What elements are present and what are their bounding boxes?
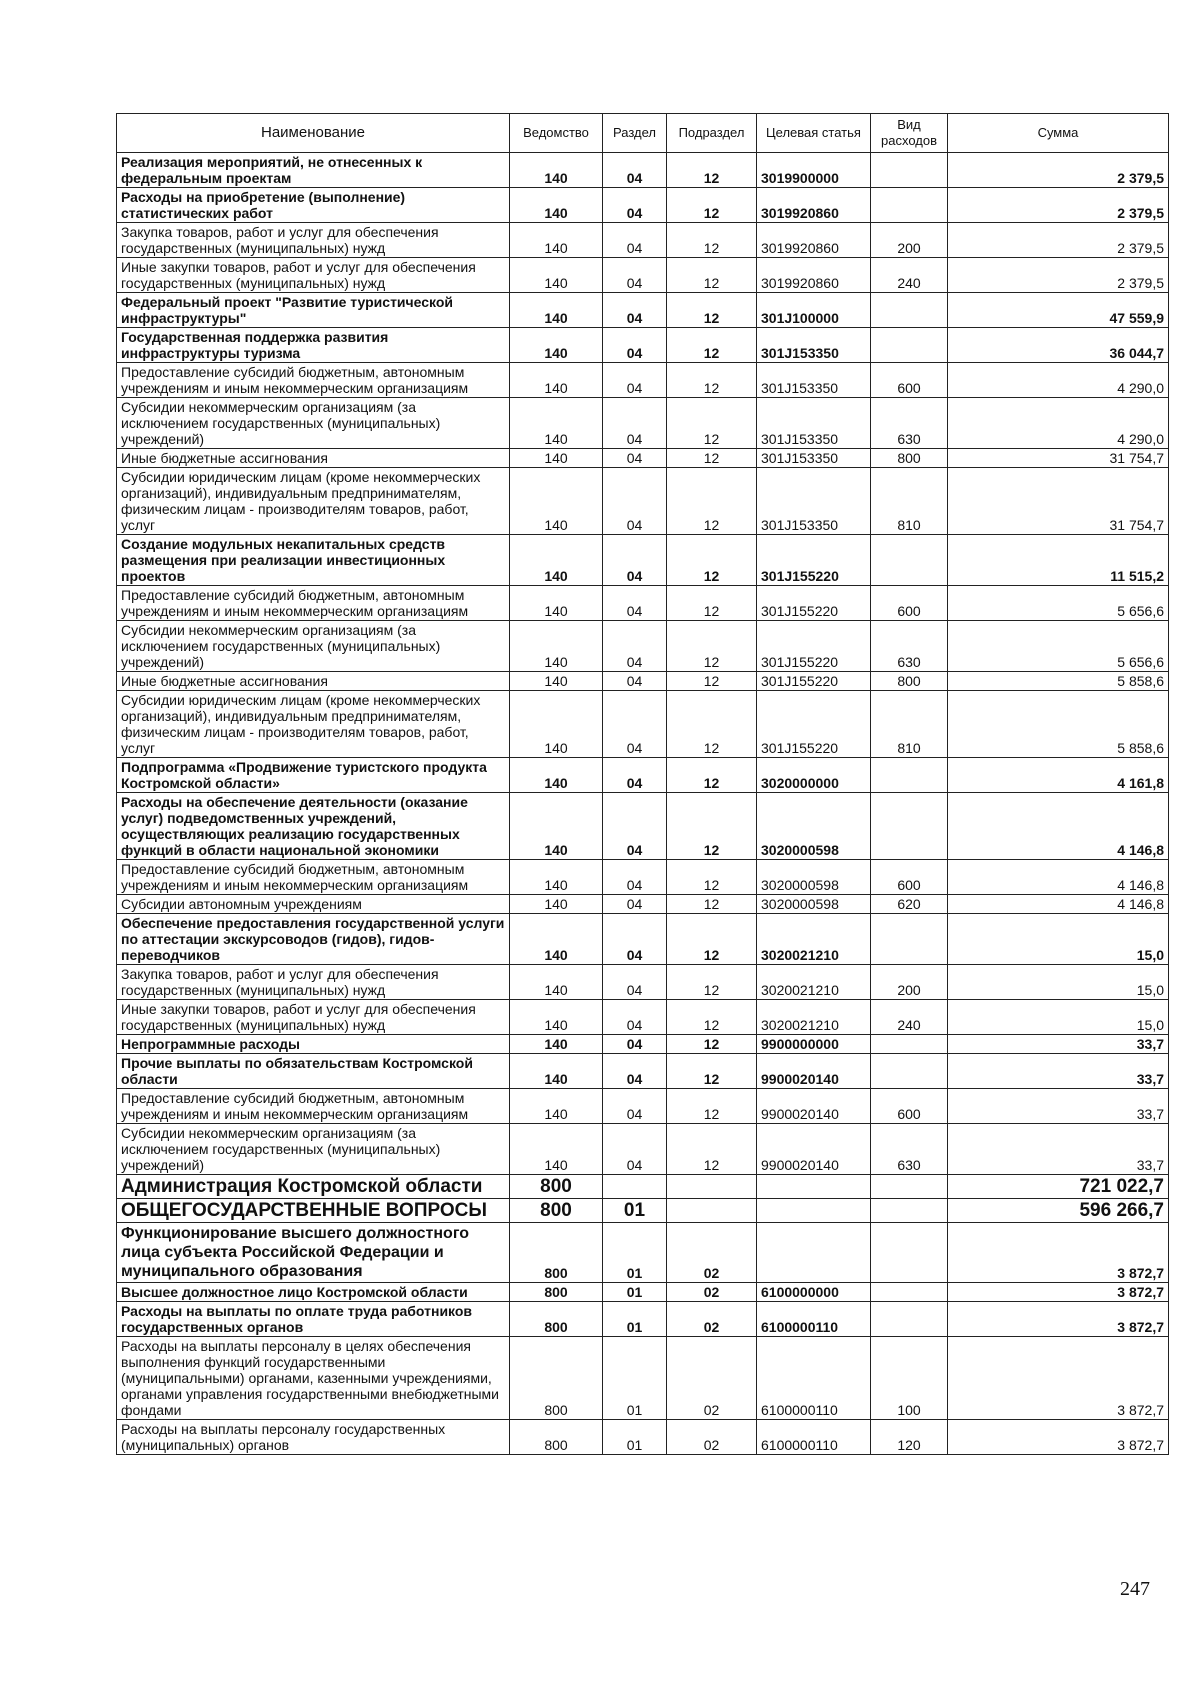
row-subsection: 12	[667, 965, 757, 1000]
row-subsection: 12	[667, 1124, 757, 1175]
row-expense-type: 600	[871, 860, 948, 895]
document-page	[116, 113, 1168, 1455]
row-amount: 5 858,6	[948, 672, 1169, 691]
row-target: 3020000598	[757, 793, 871, 860]
row-subsection: 12	[667, 672, 757, 691]
row-dept: 140	[510, 965, 603, 1000]
row-name: Расходы на обеспечение деятельности (оказание услуг) подведомственных учреждений, осуществляющих реализацию государственных функций в области национальной экономики	[117, 793, 510, 860]
table-header-row	[117, 114, 1169, 153]
row-dept: 140	[510, 1089, 603, 1124]
row-expense-type: 630	[871, 398, 948, 449]
row-target: 3020000598	[757, 860, 871, 895]
row-target: 3019900000	[757, 153, 871, 188]
row-name: Закупка товаров, работ и услуг для обеспечения государственных (муниципальных) нужд	[117, 223, 510, 258]
row-subsection: 12	[667, 1000, 757, 1035]
row-name: Высшее должностное лицо Костромской области	[117, 1283, 510, 1302]
row-expense-type: 620	[871, 895, 948, 914]
table-row	[117, 672, 1169, 691]
row-expense-type	[871, 1283, 948, 1302]
row-dept: 140	[510, 758, 603, 793]
row-subsection: 02	[667, 1283, 757, 1302]
row-amount: 4 146,8	[948, 895, 1169, 914]
row-amount: 3 872,7	[948, 1420, 1169, 1455]
row-amount: 33,7	[948, 1124, 1169, 1175]
row-dept: 140	[510, 293, 603, 328]
row-target: 301J155220	[757, 621, 871, 672]
row-amount: 15,0	[948, 1000, 1169, 1035]
row-amount: 2 379,5	[948, 258, 1169, 293]
row-name: Государственная поддержка развития инфраструктуры туризма	[117, 328, 510, 363]
row-section: 04	[603, 965, 667, 1000]
row-subsection: 12	[667, 293, 757, 328]
row-section: 04	[603, 621, 667, 672]
row-expense-type	[871, 793, 948, 860]
row-amount: 15,0	[948, 914, 1169, 965]
row-dept: 800	[510, 1175, 603, 1199]
row-section: 04	[603, 449, 667, 468]
row-section: 04	[603, 293, 667, 328]
row-amount: 5 656,6	[948, 621, 1169, 672]
table-row	[117, 363, 1169, 398]
table-row	[117, 1054, 1169, 1089]
table-row	[117, 1124, 1169, 1175]
row-section: 04	[603, 586, 667, 621]
table-row	[117, 449, 1169, 468]
table-row	[117, 223, 1169, 258]
row-expense-type	[871, 535, 948, 586]
row-name: Расходы на выплаты по оплате труда работников государственных органов	[117, 1302, 510, 1337]
row-dept: 140	[510, 449, 603, 468]
table-body	[117, 153, 1169, 1455]
row-expense-type: 120	[871, 1420, 948, 1455]
row-dept: 140	[510, 258, 603, 293]
row-amount: 3 872,7	[948, 1302, 1169, 1337]
row-section: 04	[603, 328, 667, 363]
row-expense-type	[871, 914, 948, 965]
row-dept: 140	[510, 914, 603, 965]
row-section: 04	[603, 860, 667, 895]
row-name: Администрация Костромской области	[117, 1175, 510, 1199]
row-amount: 31 754,7	[948, 449, 1169, 468]
row-amount: 33,7	[948, 1035, 1169, 1054]
row-expense-type: 810	[871, 691, 948, 758]
row-section: 04	[603, 398, 667, 449]
table-row	[117, 1175, 1169, 1199]
row-name: Функционирование высшего должностного лица субъекта Российской Федерации и муниципального образования	[117, 1223, 510, 1283]
row-subsection: 12	[667, 535, 757, 586]
row-name: Реализация мероприятий, не отнесенных к федеральным проектам	[117, 153, 510, 188]
row-subsection: 12	[667, 258, 757, 293]
row-section: 04	[603, 535, 667, 586]
row-target: 301J153350	[757, 449, 871, 468]
row-section: 04	[603, 1124, 667, 1175]
row-subsection: 12	[667, 223, 757, 258]
table-row	[117, 586, 1169, 621]
row-dept: 140	[510, 1054, 603, 1089]
row-subsection: 12	[667, 1054, 757, 1089]
row-dept: 140	[510, 468, 603, 535]
table-row	[117, 328, 1169, 363]
row-name: Расходы на выплаты персоналу в целях обеспечения выполнения функций государственными (муниципальными) органами, казенными учреждениями, органами управления государственными внебюджетными фондами	[117, 1337, 510, 1420]
row-amount: 4 290,0	[948, 398, 1169, 449]
row-target: 301J153350	[757, 363, 871, 398]
row-name: Прочие выплаты по обязательствам Костромской области	[117, 1054, 510, 1089]
row-name: Расходы на приобретение (выполнение) статистических работ	[117, 188, 510, 223]
row-dept: 140	[510, 328, 603, 363]
table-row	[117, 1420, 1169, 1455]
row-subsection: 12	[667, 188, 757, 223]
row-target: 6100000110	[757, 1420, 871, 1455]
row-dept: 800	[510, 1223, 603, 1283]
row-expense-type	[871, 758, 948, 793]
row-section: 04	[603, 468, 667, 535]
table-row	[117, 468, 1169, 535]
row-name: Предоставление субсидий бюджетным, автономным учреждениям и иным некоммерческим организациям	[117, 860, 510, 895]
table-row	[117, 860, 1169, 895]
table-row	[117, 1337, 1169, 1420]
row-section: 04	[603, 895, 667, 914]
row-target: 301J155220	[757, 535, 871, 586]
row-amount: 596 266,7	[948, 1199, 1169, 1223]
row-subsection: 12	[667, 914, 757, 965]
row-name: Расходы на выплаты персоналу государственных (муниципальных) органов	[117, 1420, 510, 1455]
row-target: 9900020140	[757, 1124, 871, 1175]
row-target: 301J155220	[757, 672, 871, 691]
row-dept: 140	[510, 586, 603, 621]
table-row	[117, 914, 1169, 965]
row-expense-type: 630	[871, 1124, 948, 1175]
row-target: 301J153350	[757, 328, 871, 363]
row-dept: 800	[510, 1199, 603, 1223]
table-row	[117, 293, 1169, 328]
header-subsection: Подраздел	[667, 114, 757, 153]
table-row	[117, 153, 1169, 188]
row-subsection: 02	[667, 1420, 757, 1455]
row-expense-type: 100	[871, 1337, 948, 1420]
row-subsection: 12	[667, 1035, 757, 1054]
row-expense-type	[871, 153, 948, 188]
row-expense-type: 240	[871, 258, 948, 293]
row-dept: 140	[510, 895, 603, 914]
row-target: 301J100000	[757, 293, 871, 328]
row-dept: 140	[510, 1000, 603, 1035]
row-amount: 3 872,7	[948, 1223, 1169, 1283]
header-expense-type: Вид расходов	[871, 114, 948, 153]
table-row	[117, 1035, 1169, 1054]
table-row	[117, 758, 1169, 793]
row-dept: 800	[510, 1283, 603, 1302]
row-expense-type	[871, 1223, 948, 1283]
row-amount: 11 515,2	[948, 535, 1169, 586]
row-section: 04	[603, 914, 667, 965]
row-target	[757, 1223, 871, 1283]
header-amount: Сумма	[948, 114, 1169, 153]
row-amount: 15,0	[948, 965, 1169, 1000]
row-dept: 140	[510, 1124, 603, 1175]
row-expense-type	[871, 188, 948, 223]
row-amount: 2 379,5	[948, 188, 1169, 223]
row-amount: 33,7	[948, 1054, 1169, 1089]
row-section	[603, 1175, 667, 1199]
row-name: Предоставление субсидий бюджетным, автономным учреждениям и иным некоммерческим организациям	[117, 363, 510, 398]
row-target	[757, 1199, 871, 1223]
row-amount: 4 161,8	[948, 758, 1169, 793]
row-section: 04	[603, 1000, 667, 1035]
row-target: 301J155220	[757, 586, 871, 621]
row-target: 6100000110	[757, 1302, 871, 1337]
row-name: Субсидии некоммерческим организациям (за исключением государственных (муниципальных) учреждений)	[117, 1124, 510, 1175]
table-row	[117, 965, 1169, 1000]
page-number: 247	[1120, 1578, 1150, 1600]
table-row	[117, 691, 1169, 758]
row-name: Иные закупки товаров, работ и услуг для обеспечения государственных (муниципальных) нужд	[117, 258, 510, 293]
row-subsection: 12	[667, 328, 757, 363]
row-expense-type: 800	[871, 449, 948, 468]
row-section: 04	[603, 258, 667, 293]
row-subsection: 12	[667, 468, 757, 535]
row-subsection	[667, 1175, 757, 1199]
row-expense-type: 600	[871, 363, 948, 398]
row-subsection: 12	[667, 621, 757, 672]
table-row	[117, 895, 1169, 914]
row-section: 04	[603, 1035, 667, 1054]
row-dept: 140	[510, 188, 603, 223]
row-expense-type: 600	[871, 586, 948, 621]
row-expense-type	[871, 1035, 948, 1054]
row-target: 9900020140	[757, 1054, 871, 1089]
row-amount: 47 559,9	[948, 293, 1169, 328]
row-target: 3020000598	[757, 895, 871, 914]
row-amount: 2 379,5	[948, 223, 1169, 258]
row-subsection: 12	[667, 1089, 757, 1124]
row-name: Предоставление субсидий бюджетным, автономным учреждениям и иным некоммерческим организациям	[117, 1089, 510, 1124]
row-amount: 4 146,8	[948, 793, 1169, 860]
row-amount: 5 656,6	[948, 586, 1169, 621]
row-section: 01	[603, 1223, 667, 1283]
row-expense-type	[871, 1054, 948, 1089]
row-amount: 31 754,7	[948, 468, 1169, 535]
row-expense-type	[871, 1175, 948, 1199]
row-amount: 3 872,7	[948, 1283, 1169, 1302]
row-target: 3020021210	[757, 965, 871, 1000]
row-dept: 140	[510, 398, 603, 449]
row-section: 01	[603, 1420, 667, 1455]
row-target: 3019920860	[757, 258, 871, 293]
row-amount: 36 044,7	[948, 328, 1169, 363]
row-section: 04	[603, 672, 667, 691]
table-row	[117, 1000, 1169, 1035]
row-dept: 800	[510, 1302, 603, 1337]
row-name: Подпрограмма «Продвижение туристского продукта Костромской области»	[117, 758, 510, 793]
row-target: 301J155220	[757, 691, 871, 758]
row-name: Обеспечение предоставления государственной услуги по аттестации экскурсоводов (гидов), гидов-переводчиков	[117, 914, 510, 965]
row-subsection: 02	[667, 1302, 757, 1337]
row-expense-type: 800	[871, 672, 948, 691]
row-subsection: 02	[667, 1223, 757, 1283]
row-target: 9900000000	[757, 1035, 871, 1054]
row-name: Непрограммные расходы	[117, 1035, 510, 1054]
row-name: Федеральный проект "Развитие туристической инфраструктуры"	[117, 293, 510, 328]
row-name: Субсидии автономным учреждениям	[117, 895, 510, 914]
row-section: 01	[603, 1337, 667, 1420]
row-name: Иные закупки товаров, работ и услуг для обеспечения государственных (муниципальных) нужд	[117, 1000, 510, 1035]
row-name: Создание модульных некапитальных средств размещения при реализации инвестиционных проектов	[117, 535, 510, 586]
row-name: ОБЩЕГОСУДАРСТВЕННЫЕ ВОПРОСЫ	[117, 1199, 510, 1223]
row-section: 04	[603, 793, 667, 860]
row-expense-type: 810	[871, 468, 948, 535]
row-section: 01	[603, 1283, 667, 1302]
row-amount: 4 146,8	[948, 860, 1169, 895]
row-section: 01	[603, 1302, 667, 1337]
row-target: 6100000110	[757, 1337, 871, 1420]
row-name: Субсидии юридическим лицам (кроме некоммерческих организаций), индивидуальным предпринимателям, физическим лицам - производителям товаров, работ, услуг	[117, 468, 510, 535]
table-row	[117, 793, 1169, 860]
row-section: 04	[603, 1054, 667, 1089]
row-section: 04	[603, 223, 667, 258]
table-row	[117, 1089, 1169, 1124]
row-amount: 3 872,7	[948, 1337, 1169, 1420]
row-target: 3019920860	[757, 223, 871, 258]
row-dept: 140	[510, 223, 603, 258]
table-row	[117, 258, 1169, 293]
row-subsection	[667, 1199, 757, 1223]
row-name: Иные бюджетные ассигнования	[117, 672, 510, 691]
row-target: 3020000000	[757, 758, 871, 793]
row-subsection: 02	[667, 1337, 757, 1420]
row-dept: 140	[510, 1035, 603, 1054]
row-target: 6100000000	[757, 1283, 871, 1302]
table-row	[117, 188, 1169, 223]
row-subsection: 12	[667, 895, 757, 914]
row-section: 04	[603, 758, 667, 793]
row-amount: 5 858,6	[948, 691, 1169, 758]
row-subsection: 12	[667, 758, 757, 793]
row-dept: 140	[510, 691, 603, 758]
header-section: Раздел	[603, 114, 667, 153]
header-name: Наименование	[117, 114, 510, 153]
row-target: 301J153350	[757, 468, 871, 535]
row-target: 301J153350	[757, 398, 871, 449]
row-dept: 140	[510, 793, 603, 860]
row-dept: 800	[510, 1337, 603, 1420]
table-row	[117, 1302, 1169, 1337]
row-target: 9900020140	[757, 1089, 871, 1124]
row-expense-type: 600	[871, 1089, 948, 1124]
row-expense-type	[871, 293, 948, 328]
row-expense-type: 200	[871, 223, 948, 258]
row-section: 04	[603, 153, 667, 188]
row-dept: 140	[510, 535, 603, 586]
row-name: Субсидии некоммерческим организациям (за исключением государственных (муниципальных) учреждений)	[117, 621, 510, 672]
table-row	[117, 1283, 1169, 1302]
row-amount: 721 022,7	[948, 1175, 1169, 1199]
row-section: 04	[603, 1089, 667, 1124]
row-target: 3020021210	[757, 914, 871, 965]
row-expense-type	[871, 1302, 948, 1337]
row-subsection: 12	[667, 449, 757, 468]
row-expense-type: 630	[871, 621, 948, 672]
row-name: Субсидии некоммерческим организациям (за исключением государственных (муниципальных) учреждений)	[117, 398, 510, 449]
row-subsection: 12	[667, 363, 757, 398]
row-expense-type: 200	[871, 965, 948, 1000]
budget-table	[116, 113, 1169, 1455]
row-dept: 140	[510, 621, 603, 672]
row-dept: 800	[510, 1420, 603, 1455]
row-amount: 4 290,0	[948, 363, 1169, 398]
row-dept: 140	[510, 153, 603, 188]
row-subsection: 12	[667, 793, 757, 860]
row-amount: 33,7	[948, 1089, 1169, 1124]
row-subsection: 12	[667, 691, 757, 758]
row-subsection: 12	[667, 586, 757, 621]
row-expense-type	[871, 1199, 948, 1223]
row-expense-type	[871, 328, 948, 363]
row-name: Субсидии юридическим лицам (кроме некоммерческих организаций), индивидуальным предпринимателям, физическим лицам - производителям товаров, работ, услуг	[117, 691, 510, 758]
row-subsection: 12	[667, 860, 757, 895]
row-target	[757, 1175, 871, 1199]
row-section: 04	[603, 188, 667, 223]
row-dept: 140	[510, 363, 603, 398]
header-target: Целевая статья	[757, 114, 871, 153]
table-row	[117, 398, 1169, 449]
header-dept: Ведомство	[510, 114, 603, 153]
table-row	[117, 1223, 1169, 1283]
table-row	[117, 1199, 1169, 1223]
row-name: Закупка товаров, работ и услуг для обеспечения государственных (муниципальных) нужд	[117, 965, 510, 1000]
row-amount: 2 379,5	[948, 153, 1169, 188]
row-section: 04	[603, 691, 667, 758]
row-dept: 140	[510, 860, 603, 895]
row-expense-type: 240	[871, 1000, 948, 1035]
row-subsection: 12	[667, 153, 757, 188]
row-name: Предоставление субсидий бюджетным, автономным учреждениям и иным некоммерческим организациям	[117, 586, 510, 621]
table-row	[117, 535, 1169, 586]
row-section: 01	[603, 1199, 667, 1223]
row-subsection: 12	[667, 398, 757, 449]
row-target: 3019920860	[757, 188, 871, 223]
row-dept: 140	[510, 672, 603, 691]
row-target: 3020021210	[757, 1000, 871, 1035]
table-row	[117, 621, 1169, 672]
row-name: Иные бюджетные ассигнования	[117, 449, 510, 468]
row-section: 04	[603, 363, 667, 398]
